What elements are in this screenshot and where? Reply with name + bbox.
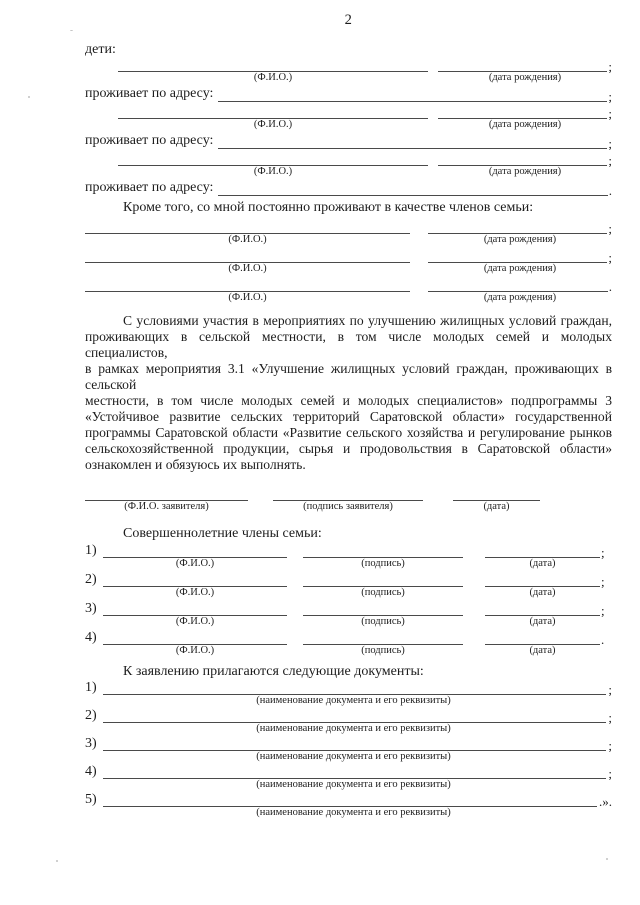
sign-caption: (подпись) bbox=[361, 558, 405, 569]
adult-signature-line bbox=[303, 631, 463, 645]
document-entry bbox=[85, 737, 612, 764]
scan-speck bbox=[28, 96, 30, 98]
line-terminator: . bbox=[608, 279, 612, 294]
row-number: 1) bbox=[85, 680, 97, 695]
document-caption: (наименование документа и его реквизиты) bbox=[256, 751, 451, 762]
member-birthdate-line bbox=[428, 249, 607, 263]
child-birthdate-line bbox=[438, 105, 607, 119]
adult-name-line bbox=[103, 573, 287, 587]
terms-paragraph bbox=[85, 313, 612, 473]
member-name-line bbox=[85, 220, 410, 234]
adult-date-line bbox=[485, 602, 600, 616]
child-name-line bbox=[118, 105, 428, 119]
household-intro: Кроме того, со мной постоянно проживают в качестве членов семьи: bbox=[123, 200, 534, 215]
terms-line: «Устойчивое развитие сельских территорий Саратовской области» государственной bbox=[85, 409, 612, 424]
terms-line: ознакомлен и обязуюсь их выполнять. bbox=[85, 457, 306, 472]
adult-date-line bbox=[485, 573, 600, 587]
adult-signature-line bbox=[303, 573, 463, 587]
member-name-line bbox=[85, 249, 410, 263]
date-caption: (дата) bbox=[529, 558, 556, 569]
applicant-name-line bbox=[85, 487, 248, 501]
row-number: 2) bbox=[85, 572, 97, 587]
row-number: 1) bbox=[85, 543, 97, 558]
documents-heading: К заявлению прилагаются следующие документы: bbox=[123, 664, 424, 679]
address-label: проживает по адресу: bbox=[85, 133, 214, 148]
document-caption: (наименование документа и его реквизиты) bbox=[256, 723, 451, 734]
row-number: 4) bbox=[85, 630, 97, 645]
document-line bbox=[103, 709, 606, 723]
birthdate-caption: (дата рождения) bbox=[483, 292, 557, 303]
adult-signature-line bbox=[303, 544, 463, 558]
document-line bbox=[103, 737, 606, 751]
line-terminator: ; bbox=[608, 89, 612, 104]
birthdate-caption: (дата рождения) bbox=[488, 72, 562, 83]
applicant-fio-caption: (Ф.И.О. заявителя) bbox=[124, 501, 209, 512]
child-entry bbox=[85, 58, 612, 102]
adult-signature-line bbox=[303, 602, 463, 616]
line-terminator: . bbox=[608, 183, 612, 198]
birthdate-caption: (дата рождения) bbox=[483, 263, 557, 274]
fio-caption: (Ф.И.О.) bbox=[253, 72, 293, 83]
birthdate-caption: (дата рождения) bbox=[483, 234, 557, 245]
row-number: 4) bbox=[85, 764, 97, 779]
fio-caption: (Ф.И.О.) bbox=[228, 234, 267, 245]
scan-speck bbox=[606, 858, 608, 860]
line-terminator: ; bbox=[608, 221, 612, 236]
document-entry bbox=[85, 793, 612, 820]
fio-caption: (Ф.И.О.) bbox=[175, 558, 215, 569]
adult-date-line bbox=[485, 631, 600, 645]
terms-line: сельскохозяйственной продукции, сырья и продовольствия в Саратовской области» bbox=[85, 441, 612, 456]
adult-name-line bbox=[103, 631, 287, 645]
child-birthdate-line bbox=[438, 152, 607, 166]
fio-caption: (Ф.И.О.) bbox=[253, 166, 293, 177]
line-terminator: ; bbox=[601, 574, 605, 589]
adult-member-entry bbox=[85, 602, 612, 629]
household-member-entry bbox=[85, 249, 612, 276]
document-entry bbox=[85, 765, 612, 792]
document-line bbox=[103, 793, 597, 807]
birthdate-caption: (дата рождения) bbox=[488, 166, 562, 177]
line-terminator: ; bbox=[608, 766, 612, 781]
line-terminator: ; bbox=[608, 59, 612, 74]
applicant-sign-caption: (подпись заявителя) bbox=[303, 501, 393, 512]
document-line bbox=[103, 765, 606, 779]
scan-speck bbox=[70, 30, 73, 31]
applicant-signature-line bbox=[273, 487, 423, 501]
scan-speck bbox=[56, 860, 58, 862]
document-caption: (наименование документа и его реквизиты) bbox=[256, 695, 451, 706]
fio-caption: (Ф.И.О.) bbox=[175, 587, 215, 598]
address-label: проживает по адресу: bbox=[85, 180, 214, 195]
line-terminator: . bbox=[601, 632, 605, 647]
sign-caption: (подпись) bbox=[361, 616, 405, 627]
child-entry bbox=[85, 152, 612, 196]
children-intro: дети: bbox=[85, 42, 116, 57]
adult-member-entry bbox=[85, 573, 612, 600]
line-terminator: ; bbox=[608, 153, 612, 168]
applicant-date-line bbox=[453, 487, 540, 501]
date-caption: (дата) bbox=[529, 645, 556, 656]
terms-line: программы Саратовской области «Развитие сельского хозяйства и регулирование рынков bbox=[85, 425, 612, 440]
line-terminator: ; bbox=[608, 136, 612, 151]
household-member-entry bbox=[85, 278, 612, 305]
applicant-signature-block bbox=[85, 487, 612, 514]
line-terminator: ; bbox=[601, 545, 605, 560]
sign-caption: (подпись) bbox=[361, 587, 405, 598]
address-line bbox=[218, 86, 607, 102]
terms-line: местности, в том числе молодых семей и молодых специалистов» подпрограммы 3 bbox=[85, 393, 612, 408]
date-caption: (дата) bbox=[529, 587, 556, 598]
terms-line: в рамках мероприятия 3.1 «Улучшение жилищных условий граждан, проживающих в сельской bbox=[85, 361, 612, 392]
adult-name-line bbox=[103, 602, 287, 616]
line-terminator: ; bbox=[608, 106, 612, 121]
fio-caption: (Ф.И.О.) bbox=[253, 119, 293, 130]
adult-member-entry bbox=[85, 631, 612, 658]
line-terminator: ; bbox=[601, 603, 605, 618]
line-terminator: .». bbox=[599, 794, 612, 809]
adult-date-line bbox=[485, 544, 600, 558]
line-terminator: ; bbox=[608, 738, 612, 753]
date-caption: (дата) bbox=[529, 616, 556, 627]
document-line bbox=[103, 681, 606, 695]
applicant-date-caption: (дата) bbox=[483, 501, 510, 512]
terms-line: С условиями участия в мероприятиях по улучшению жилищных условий граждан, bbox=[123, 313, 612, 328]
child-entry bbox=[85, 105, 612, 149]
fio-caption: (Ф.И.О.) bbox=[228, 263, 267, 274]
member-birthdate-line bbox=[428, 278, 608, 292]
birthdate-caption: (дата рождения) bbox=[488, 119, 562, 130]
line-terminator: ; bbox=[608, 250, 612, 265]
row-number: 2) bbox=[85, 708, 97, 723]
document-caption: (наименование документа и его реквизиты) bbox=[256, 779, 451, 790]
adults-heading: Совершеннолетние члены семьи: bbox=[123, 526, 322, 541]
line-terminator: ; bbox=[608, 710, 612, 725]
document-caption: (наименование документа и его реквизиты) bbox=[256, 807, 451, 818]
address-label: проживает по адресу: bbox=[85, 86, 214, 101]
child-name-line bbox=[118, 152, 428, 166]
household-member-entry bbox=[85, 220, 612, 247]
adult-name-line bbox=[103, 544, 287, 558]
line-terminator: ; bbox=[608, 682, 612, 697]
row-number: 3) bbox=[85, 601, 97, 616]
sign-caption: (подпись) bbox=[361, 645, 405, 656]
member-birthdate-line bbox=[428, 220, 607, 234]
fio-caption: (Ф.И.О.) bbox=[175, 616, 215, 627]
child-name-line bbox=[118, 58, 428, 72]
address-line bbox=[218, 180, 607, 196]
terms-line: проживающих в сельской местности, в том числе молодых семей и молодых специалистов, bbox=[85, 329, 612, 360]
child-birthdate-line bbox=[438, 58, 607, 72]
row-number: 3) bbox=[85, 736, 97, 751]
row-number: 5) bbox=[85, 792, 97, 807]
document-entry bbox=[85, 681, 612, 708]
fio-caption: (Ф.И.О.) bbox=[228, 292, 267, 303]
address-line bbox=[218, 133, 607, 149]
adult-member-entry bbox=[85, 544, 612, 571]
document-entry bbox=[85, 709, 612, 736]
page-number: 2 bbox=[344, 12, 353, 28]
fio-caption: (Ф.И.О.) bbox=[175, 645, 215, 656]
member-name-line bbox=[85, 278, 410, 292]
